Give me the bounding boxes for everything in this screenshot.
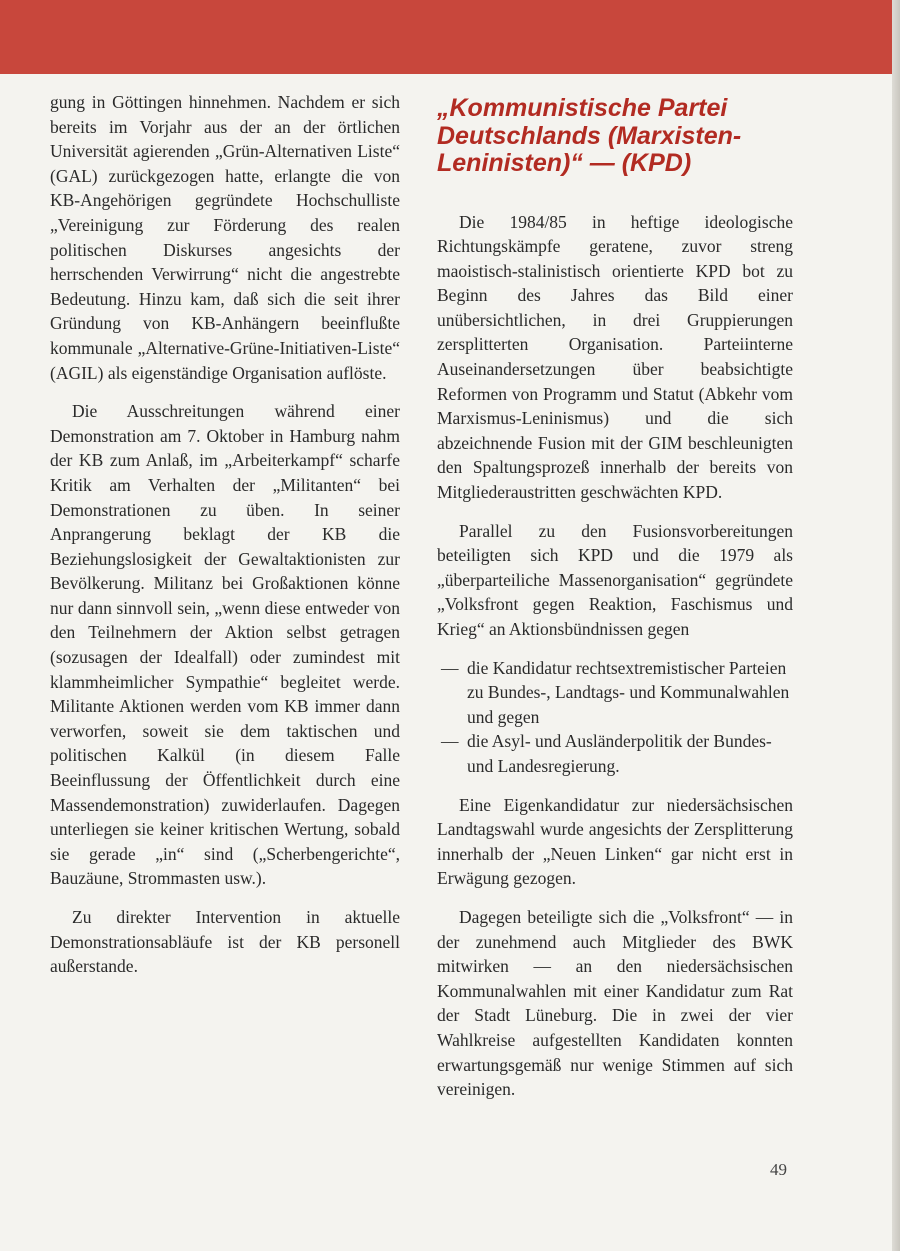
heading-line: „Kommunistische Partei bbox=[437, 94, 728, 122]
right-column bbox=[437, 90, 793, 1102]
page-number: 49 bbox=[770, 1160, 787, 1179]
heading-line: Leninisten)“ — (KPD) bbox=[437, 149, 692, 177]
paragraph: Parallel zu den Fusionsvorbereitungen beteiligten sich KPD und die 1979 als „überparteiliche Massenorganisation“ gegründete „Volksfront gegen Reaktion, Faschismus und Krieg“ an Aktionsbündnissen gegen bbox=[437, 520, 793, 639]
paragraph: Eine Eigenkandidatur zur niedersächsischen Landtagswahl wurde angesichts der Zersplitterung innerhalb der „Neuen Linken“ gar nicht erst in Erwägung gezogen. bbox=[437, 794, 793, 889]
page-edge bbox=[892, 0, 900, 1251]
paragraph: Dagegen beteiligte sich die „Volksfront“ — in der zunehmend auch Mitglieder des BWK mitwirken — an den niedersächsischen Kommunalwahlen mit einer Kandidatur zum Rat der Stadt Lüneburg. Die in zwei der vier Wahlkreise aufgestellten Kandidaten konnten erwartungsgemäß nur wenige Stimmen auf sich vereinigen. bbox=[437, 906, 793, 1100]
paragraph: gung in Göttingen hinnehmen. Nachdem er sich bereits im Vorjahr aus der an der örtlichen Universität agierenden „Grün-Alternativen Liste“ (GAL) zurückgezogen hatte, erlangte die von KB-Angehörigen gegründete Hochschulliste „Vereinigung zur Förderung des realen politischen Diskurses angesichts der herrschenden Verwirrung“ nicht die angestrebte Bedeutung. Hinzu kam, daß sich die seit ihrer Gründung von KB-Anhängern beeinflußte kommunale „Alternative-Grüne-Initiativen-Liste“ (AGIL) als eigenständige Organisation auflöste. bbox=[50, 92, 400, 383]
heading-line: Deutschlands (Marxisten- bbox=[437, 121, 742, 150]
left-column bbox=[50, 90, 400, 979]
list-item: — die Kandidatur rechtsextremistischer Parteien zu Bundes-, Landtags- und Kommunalwahlen und gegen bbox=[437, 656, 793, 730]
paragraph: Die Ausschreitungen während einer Demonstration am 7. Oktober in Hamburg nahm der KB zum Anlaß, im „Arbeiterkampf“ scharfe Kritik am Verhalten der „Militanten“ bei Demonstrationen zu üben. In seiner Anprangerung beklagt der KB die Beziehungslosigkeit der Gewaltaktionisten zur Bevölkerung. Militanz bei Großaktionen könne nur dann sinnvoll sein, „wenn diese entweder von den Teilnehmern der Aktion selbst getragen (sozusagen der Idealfall) oder zumindest mit klammheimlicher Sympathie“ begleitet werde. Militante Aktionen werden vom KB immer dann verworfen, soweit sie dem taktischen und politischen Kalkül (in diesem Falle Beeinflussung der Öffentlichkeit durch eine Massendemonstration) zuwiderlaufen. Dagegen unterliegen sie keiner kritischen Wertung, sobald sie gerade „in“ sind („Scherbengerichte“, Bauzäune, Strommasten usw.). bbox=[50, 401, 400, 889]
list-item: — die Asyl- und Ausländerpolitik der Bundes- und Landesregierung. bbox=[437, 729, 793, 778]
top-color-band bbox=[0, 0, 900, 74]
section-heading bbox=[437, 95, 777, 178]
dash-list bbox=[437, 656, 793, 779]
paragraph: Die 1984/85 in heftige ideologische Richtungskämpfe geratene, zuvor streng maoistisch-stalinistisch orientierte KPD bot zu Beginn des Jahres das Bild einer unübersichtlichen, in drei Gruppierungen zersplitterten Organisation. Parteiinterne Auseinandersetzungen über beabsichtigte Reformen von Programm und Statut (Abkehr vom Marxismus-Leninismus) und die sich abzeichnende Fusion mit der GIM beschleunigten den Spaltungsprozeß innerhalb der bereits von Mitgliederaustritten geschwächten KPD. bbox=[437, 211, 793, 503]
paragraph: Zu direkter Intervention in aktuelle Demonstrationsabläufe ist der KB personell außerstande. bbox=[50, 907, 400, 977]
